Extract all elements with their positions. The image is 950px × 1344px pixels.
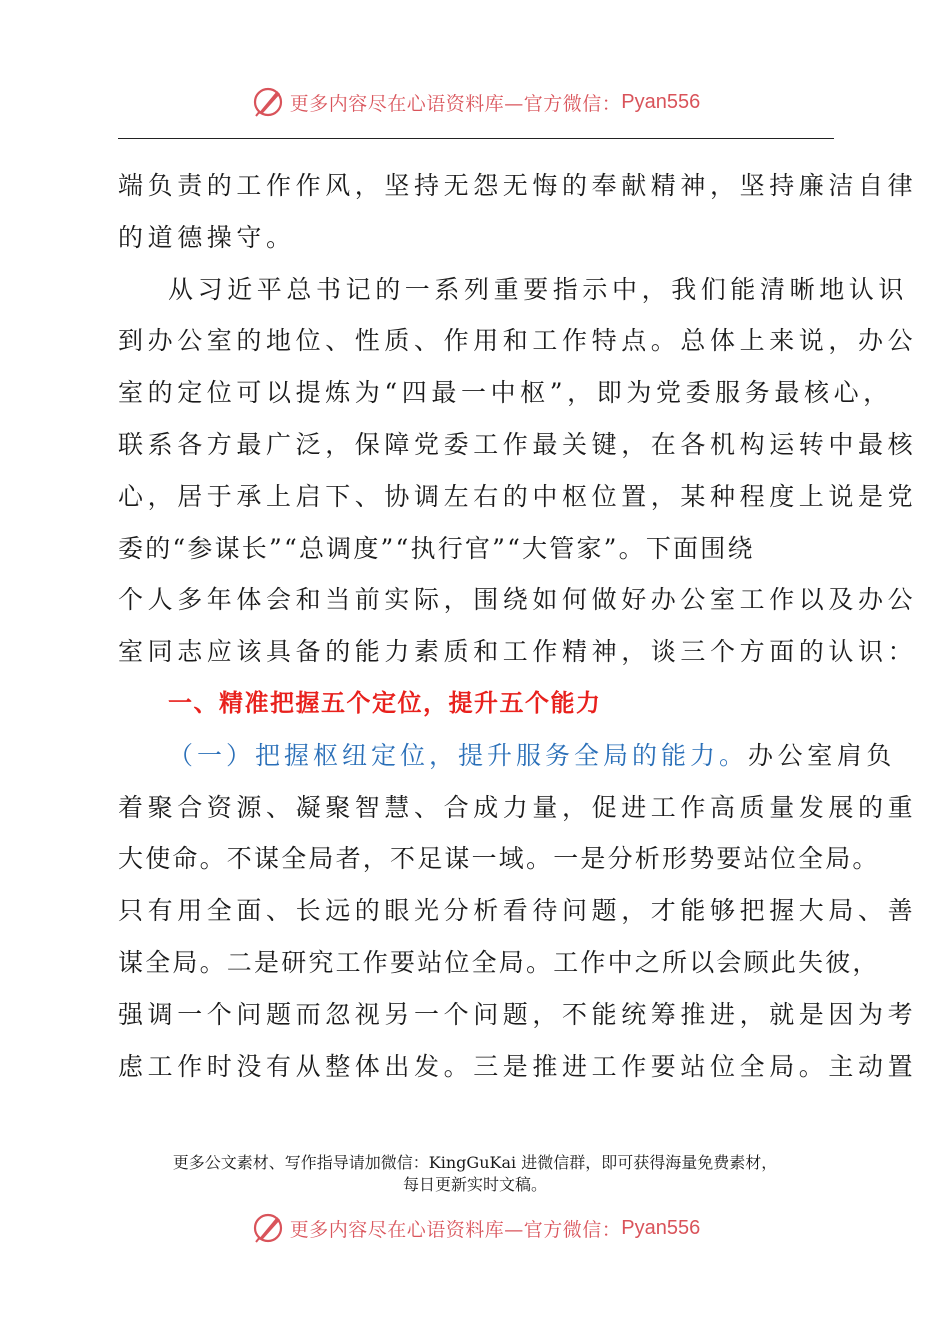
subsection-lead-rest: 办公室肩负: [748, 740, 897, 770]
footer-note: [0, 1152, 950, 1196]
quill-logo-icon: [250, 1210, 286, 1246]
paragraph-line: 心，居于承上启下、协调左右的中枢位置，某种程度上说是党: [118, 481, 918, 511]
paragraph-line: 虑工作时没有从整体出发。三是推进工作要站位全局。主动置: [118, 1051, 918, 1081]
header-banner: [0, 82, 950, 122]
paragraph-line: 室同志应该具备的能力素质和工作精神，谈三个方面的认识：: [118, 637, 918, 667]
section-heading: 一、精准把握五个定位，提升五个能力: [168, 688, 602, 717]
paragraph-line: 从习近平总书记的一系列重要指示中，我们能清晰地认识: [168, 274, 909, 304]
paragraph-line: 委的“参谋长”“总调度”“执行官”“大管家”。下面围绕: [118, 533, 755, 563]
paragraph-line: 只有用全面、长远的眼光分析看待问题，才能够把握大局、善: [118, 896, 918, 926]
paragraph-line: 强调一个问题而忽视另一个问题，不能统筹推进，就是因为考: [118, 999, 918, 1029]
document-body: [118, 160, 918, 1092]
footer-banner: [0, 1208, 950, 1248]
subsection-lead: （一）把握枢纽定位，提升服务全局的能力。: [168, 740, 749, 770]
paragraph-line: 大使命。不谋全局者，不足谋一域。一是分析形势要站位全局。: [118, 844, 880, 874]
footer-banner-text: 更多内容尽在心语资料库—官方微信：: [289, 1218, 622, 1241]
paragraph-line: 个人多年体会和当前实际，围绕如何做好办公室工作以及办公: [118, 585, 918, 615]
header-divider: [118, 138, 834, 139]
paragraph-line: 端负责的工作作风，坚持无怨无悔的奉献精神，坚持廉洁自律: [118, 171, 918, 200]
subsection-first-line: [118, 730, 897, 782]
footer-banner-wechat-id: Pyan556: [621, 1216, 701, 1239]
paragraph-line: 着聚合资源、凝聚智慧、合成力量，促进工作高质量发展的重: [118, 792, 918, 822]
paragraph-line: 到办公室的地位、性质、作用和工作特点。总体上来说，办公: [118, 326, 918, 356]
paragraph-line: 室的定位可以提炼为“四最一中枢”，即为党委服务最核心，: [118, 378, 893, 408]
paragraph-line: 的道德操守。: [118, 222, 296, 252]
footer-note-line-1: 更多公文素材、写作指导请加微信：KingGuKai 进微信群，即可获得海量免费素材，: [172, 1153, 778, 1172]
paragraph-line: 谋全局。二是研究工作要站位全局。工作中之所以会顾此失彼，: [118, 947, 880, 977]
header-banner-text: 更多内容尽在心语资料库—官方微信：: [289, 92, 622, 115]
paragraph-line: 联系各方最广泛，保障党委工作最关键，在各机构运转中最核: [118, 429, 918, 459]
header-banner-wechat-id: Pyan556: [621, 90, 701, 113]
footer-note-line-2: 每日更新实时文稿。: [402, 1175, 547, 1194]
quill-logo-icon: [250, 84, 286, 120]
